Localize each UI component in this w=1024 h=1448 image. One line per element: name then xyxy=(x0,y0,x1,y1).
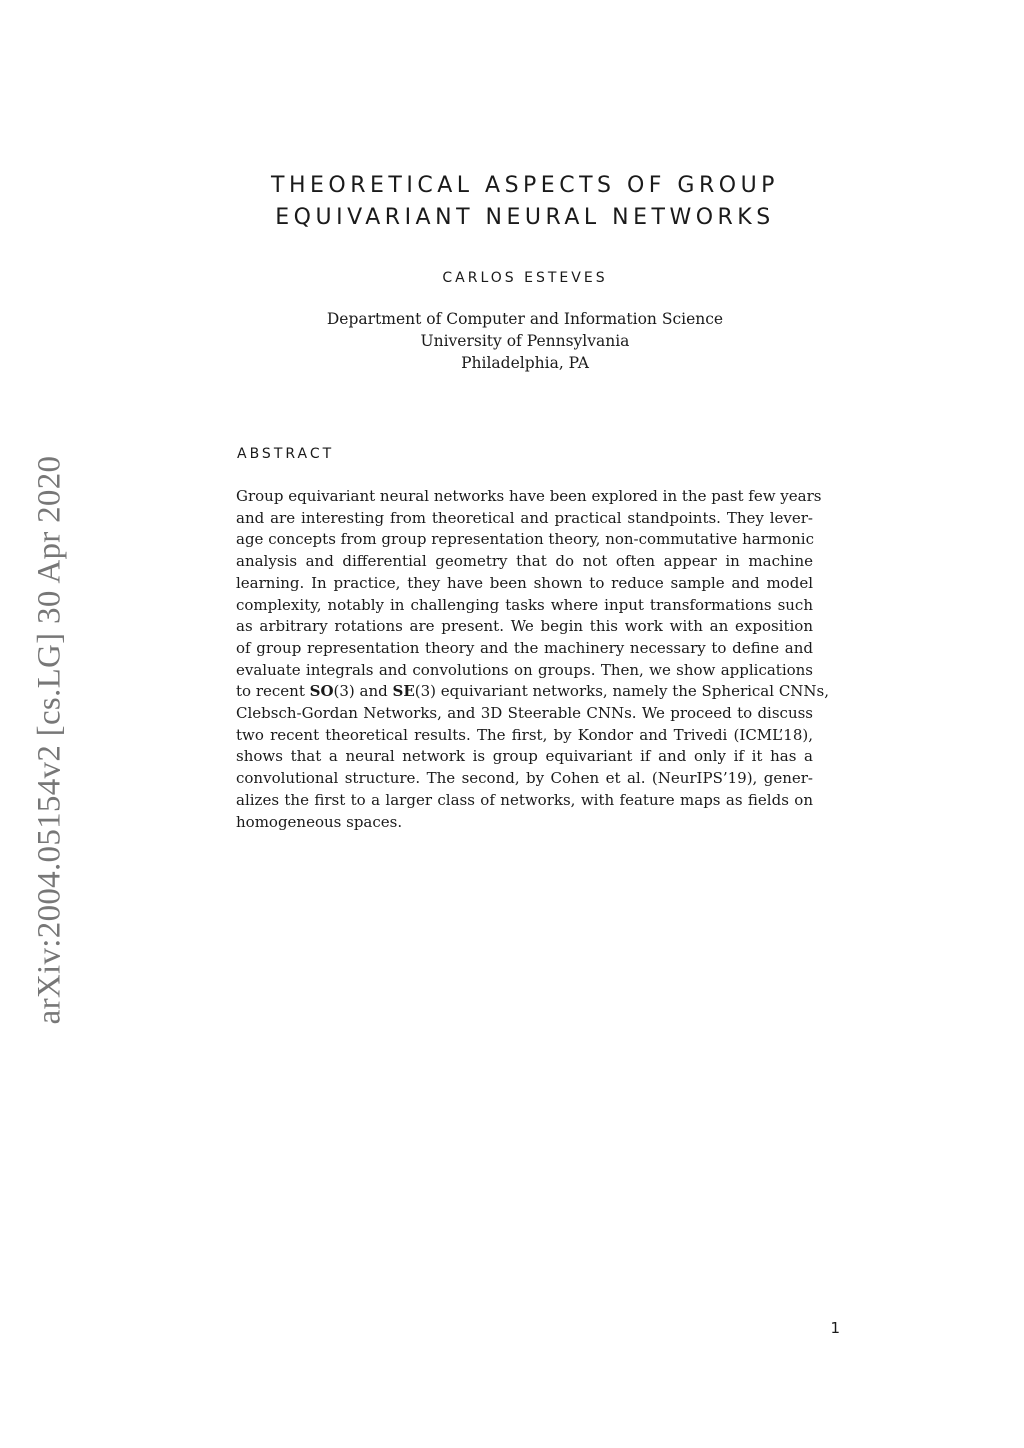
abstract-line: learning. In practice, they have been shown to reduce sample and model xyxy=(236,573,813,592)
affiliation-department: Department of Computer and Information Science xyxy=(326,310,724,328)
abstract-line: shows that a neural network is group equivariant if and only if it has a xyxy=(236,747,813,766)
abstract-line-groups xyxy=(236,681,830,703)
abstract-line: alizes the first to a larger class of networks, with feature maps as fields on xyxy=(236,790,813,809)
abstract-line: as arbitrary rotations are present. We begin this work with an exposition xyxy=(236,617,813,636)
abstract-line: age concepts from group representation theory, non-commutative harmonic xyxy=(236,530,814,549)
abstract-line: convolutional structure. The second, by Cohen et al. (NeurIPS’19), gener- xyxy=(236,769,813,788)
abstract-line: of group representation theory and the machinery necessary to define and xyxy=(236,638,813,657)
abstract-text: (3) and xyxy=(333,682,393,701)
abstract-text: (3) equivariant networks, namely the Spherical CNNs, xyxy=(414,682,830,701)
abstract-line: homogeneous spaces. xyxy=(236,812,403,831)
abstract-line: evaluate integrals and convolutions on groups. Then, we show applications xyxy=(236,660,813,679)
abstract-text: to recent xyxy=(236,682,310,701)
abstract-line: two recent theoretical results. The first, by Kondor and Trivedi (ICML’18), xyxy=(236,725,813,744)
author-name: CARLOS ESTEVES xyxy=(442,270,608,286)
page-number: 1 xyxy=(830,1319,840,1337)
abstract-body xyxy=(236,486,830,833)
affiliation-university: University of Pennsylvania xyxy=(420,332,630,350)
so3-group-symbol: SO xyxy=(309,682,334,701)
abstract-line: complexity, notably in challenging tasks where input transformations such xyxy=(236,595,813,614)
title-line-2: EQUIVARIANT NEURAL NETWORKS xyxy=(275,205,775,230)
affiliation-location: Philadelphia, PA xyxy=(461,354,589,372)
abstract-heading: ABSTRACT xyxy=(237,446,335,462)
abstract-line: analysis and differential geometry that do not often appear in machine xyxy=(236,552,813,571)
abstract-line: Clebsch-Gordan Networks, and 3D Steerable CNNs. We proceed to discuss xyxy=(236,704,813,723)
abstract-line: Group equivariant neural networks have been explored in the past few years xyxy=(236,487,822,505)
arxiv-identifier: arXiv:2004.05154v2 [cs.LG] 30 Apr 2020 xyxy=(31,455,68,1025)
title-line-1: THEORETICAL ASPECTS OF GROUP xyxy=(271,173,779,198)
se3-group-symbol: SE xyxy=(392,682,415,701)
paper-title xyxy=(200,170,850,234)
abstract-line: and are interesting from theoretical and practical standpoints. They lever- xyxy=(236,508,813,527)
affiliation xyxy=(200,308,850,374)
